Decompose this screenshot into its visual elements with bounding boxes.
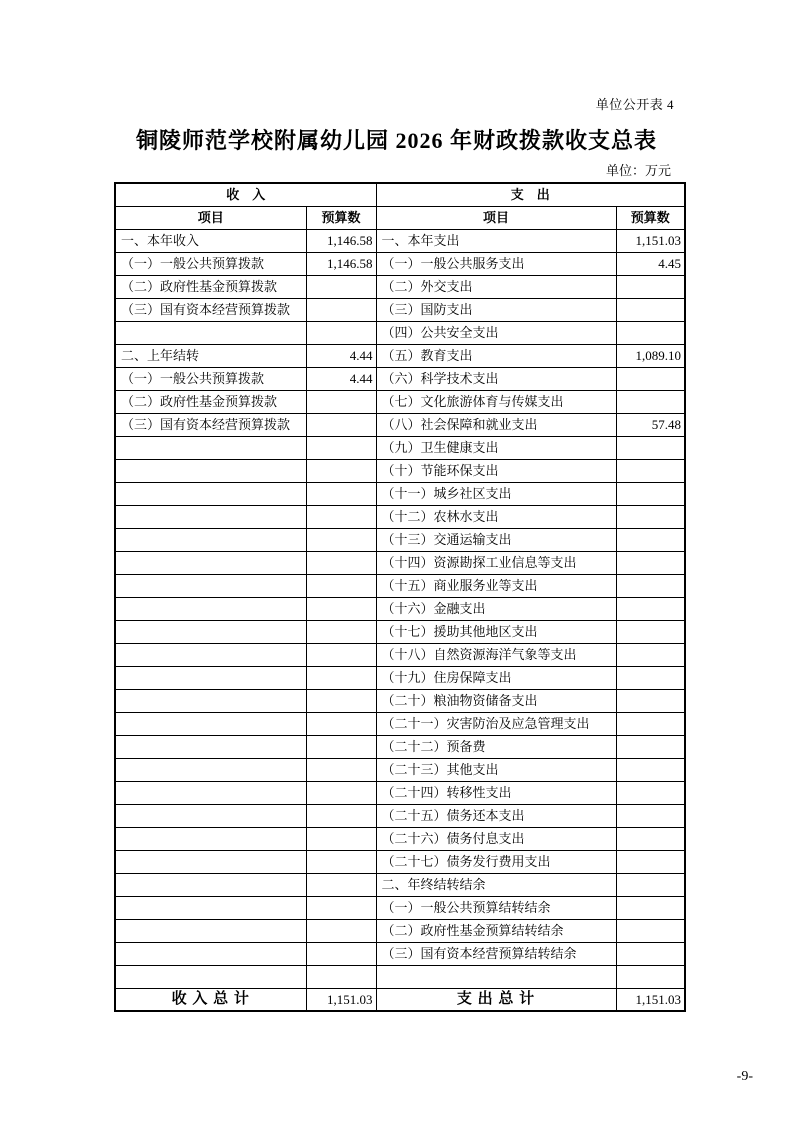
income-value-cell [306,620,376,643]
table-row [115,298,685,321]
table-row [115,781,685,804]
expense-item-cell: （四）公共安全支出 [376,321,616,344]
expense-value-cell [616,367,685,390]
table-row [115,643,685,666]
income-item-cell [115,482,306,505]
expense-value-cell [616,505,685,528]
income-item-cell [115,735,306,758]
expense-item-header: 项目 [376,206,616,229]
income-item-cell [115,551,306,574]
expense-item-cell: （二十五）债务还本支出 [376,804,616,827]
income-item-cell [115,781,306,804]
income-item-cell [115,942,306,965]
expense-value-cell: 1,151.03 [616,229,685,252]
expense-item-cell: （十二）农林水支出 [376,505,616,528]
expense-item-cell: （十七）援助其他地区支出 [376,620,616,643]
expense-item-cell: （七）文化旅游体育与传媒支出 [376,390,616,413]
expense-item-cell: （二）外交支出 [376,275,616,298]
income-item-cell: （二）政府性基金预算拨款 [115,275,306,298]
income-value-cell [306,965,376,988]
income-value-cell [306,827,376,850]
expense-item-cell: （三）国防支出 [376,298,616,321]
income-value-cell [306,758,376,781]
expense-value-cell [616,781,685,804]
expense-item-cell: （十六）金融支出 [376,597,616,620]
income-value-cell [306,413,376,436]
income-value-cell: 1,146.58 [306,229,376,252]
table-row [115,689,685,712]
expense-value-cell [616,919,685,942]
expense-value-cell [616,620,685,643]
income-item-cell [115,436,306,459]
income-item-header: 项目 [115,206,306,229]
expense-value-cell: 4.45 [616,252,685,275]
income-value-cell: 4.44 [306,367,376,390]
income-value-cell [306,482,376,505]
table-row [115,574,685,597]
expense-item-cell: （十三）交通运输支出 [376,528,616,551]
expense-value-cell [616,735,685,758]
income-item-cell [115,689,306,712]
income-value-cell [306,689,376,712]
section-header-row [115,183,685,206]
income-item-cell: （三）国有资本经营预算拨款 [115,413,306,436]
income-item-cell [115,873,306,896]
income-value-cell [306,275,376,298]
expense-value-cell [616,942,685,965]
expense-item-cell: （二十六）债务付息支出 [376,827,616,850]
income-total-label: 收 入 总 计 [115,988,306,1011]
page-number: -9- [736,1069,753,1084]
expense-item-cell: （十一）城乡社区支出 [376,482,616,505]
page-title: 铜陵师范学校附属幼儿园 2026 年财政拨款收支总表 [135,128,657,153]
income-item-cell [115,827,306,850]
income-item-cell [115,321,306,344]
expense-item-cell: （一）一般公共服务支出 [376,252,616,275]
expense-value-cell [616,804,685,827]
budget-table [114,182,686,1012]
table-row [115,620,685,643]
income-value-cell [306,459,376,482]
table-row [115,551,685,574]
income-item-cell [115,804,306,827]
income-item-cell [115,919,306,942]
table-row [115,505,685,528]
income-item-cell [115,528,306,551]
expense-value-cell [616,873,685,896]
table-row [115,712,685,735]
income-item-cell [115,643,306,666]
expense-value-cell [616,574,685,597]
table-row [115,436,685,459]
expense-item-cell: 一、本年支出 [376,229,616,252]
income-item-cell: （一）一般公共预算拨款 [115,252,306,275]
expense-value-cell [616,597,685,620]
expense-item-cell: （二）政府性基金预算结转结余 [376,919,616,942]
expense-value-cell [616,528,685,551]
income-budget-header: 预算数 [306,206,376,229]
expense-value-cell [616,712,685,735]
table-row [115,965,685,988]
income-value-cell [306,298,376,321]
income-value-cell [306,804,376,827]
table-row [115,666,685,689]
table-row [115,735,685,758]
table-row [115,804,685,827]
income-item-cell [115,574,306,597]
expense-value-cell [616,298,685,321]
expense-item-cell: （二十一）灾害防治及应急管理支出 [376,712,616,735]
income-value-cell [306,873,376,896]
expense-value-cell [616,275,685,298]
income-value-cell [306,666,376,689]
table-row [115,482,685,505]
expense-total-value: 1,151.03 [616,988,685,1011]
expense-section-header: 支 出 [376,183,685,206]
income-item-cell [115,758,306,781]
expense-item-cell [376,965,616,988]
table-row [115,252,685,275]
expense-item-cell: （二十七）债务发行费用支出 [376,850,616,873]
expense-value-cell [616,666,685,689]
table-row [115,896,685,919]
income-value-cell [306,712,376,735]
expense-value-cell [616,436,685,459]
income-item-cell [115,597,306,620]
expense-value-cell [616,850,685,873]
total-row [115,988,685,1011]
expense-total-label: 支 出 总 计 [376,988,616,1011]
expense-item-cell: （二十四）转移性支出 [376,781,616,804]
income-value-cell [306,321,376,344]
income-value-cell [306,505,376,528]
income-value-cell [306,643,376,666]
income-value-cell [306,551,376,574]
income-item-cell: （三）国有资本经营预算拨款 [115,298,306,321]
table-row [115,919,685,942]
expense-value-cell [616,459,685,482]
table-row [115,850,685,873]
income-item-cell [115,850,306,873]
expense-item-cell: （十九）住房保障支出 [376,666,616,689]
table-row [115,827,685,850]
income-value-cell: 4.44 [306,344,376,367]
income-item-cell [115,896,306,919]
income-value-cell [306,896,376,919]
income-value-cell: 1,146.58 [306,252,376,275]
income-item-cell: （一）一般公共预算拨款 [115,367,306,390]
expense-item-cell: （八）社会保障和就业支出 [376,413,616,436]
table-row [115,321,685,344]
doc-label: 单位公开表 4 [595,97,674,112]
expense-budget-header: 预算数 [616,206,685,229]
expense-item-cell: （九）卫生健康支出 [376,436,616,459]
expense-value-cell [616,896,685,919]
table-row [115,367,685,390]
expense-item-cell: （十四）资源勘探工业信息等支出 [376,551,616,574]
income-item-cell [115,712,306,735]
expense-item-cell: （二十）粮油物资储备支出 [376,689,616,712]
income-value-cell [306,850,376,873]
income-item-cell: 一、本年收入 [115,229,306,252]
table-row [115,413,685,436]
income-item-cell [115,965,306,988]
unit-note: 单位：万元 [605,163,671,178]
table-row [115,229,685,252]
expense-item-cell: （三）国有资本经营预算结转结余 [376,942,616,965]
expense-value-cell [616,551,685,574]
expense-item-cell: 二、年终结转结余 [376,873,616,896]
table-row [115,597,685,620]
income-value-cell [306,528,376,551]
table-row [115,459,685,482]
income-value-cell [306,942,376,965]
expense-value-cell [616,965,685,988]
expense-item-cell: （十）节能环保支出 [376,459,616,482]
income-value-cell [306,781,376,804]
income-item-cell [115,459,306,482]
expense-item-cell: （二十二）预备费 [376,735,616,758]
expense-value-cell [616,643,685,666]
income-item-cell: （二）政府性基金预算拨款 [115,390,306,413]
income-item-cell: 二、上年结转 [115,344,306,367]
table-row [115,758,685,781]
expense-value-cell [616,758,685,781]
income-item-cell [115,666,306,689]
income-value-cell [306,919,376,942]
table-row [115,275,685,298]
expense-value-cell [616,321,685,344]
table-row [115,344,685,367]
income-item-cell [115,505,306,528]
expense-item-cell: （二十三）其他支出 [376,758,616,781]
expense-item-cell: （十八）自然资源海洋气象等支出 [376,643,616,666]
income-value-cell [306,597,376,620]
income-total-value: 1,151.03 [306,988,376,1011]
income-value-cell [306,735,376,758]
expense-value-cell [616,689,685,712]
table-row [115,528,685,551]
expense-value-cell [616,482,685,505]
expense-value-cell [616,827,685,850]
expense-item-cell: （六）科学技术支出 [376,367,616,390]
income-item-cell [115,620,306,643]
income-value-cell [306,574,376,597]
income-section-header: 收 入 [115,183,376,206]
income-value-cell [306,390,376,413]
income-value-cell [306,436,376,459]
expense-value-cell: 57.48 [616,413,685,436]
expense-item-cell: （五）教育支出 [376,344,616,367]
expense-value-cell: 1,089.10 [616,344,685,367]
table-row [115,390,685,413]
table-row [115,942,685,965]
expense-item-cell: （十五）商业服务业等支出 [376,574,616,597]
table-row [115,873,685,896]
expense-item-cell: （一）一般公共预算结转结余 [376,896,616,919]
column-header-row [115,206,685,229]
expense-value-cell [616,390,685,413]
